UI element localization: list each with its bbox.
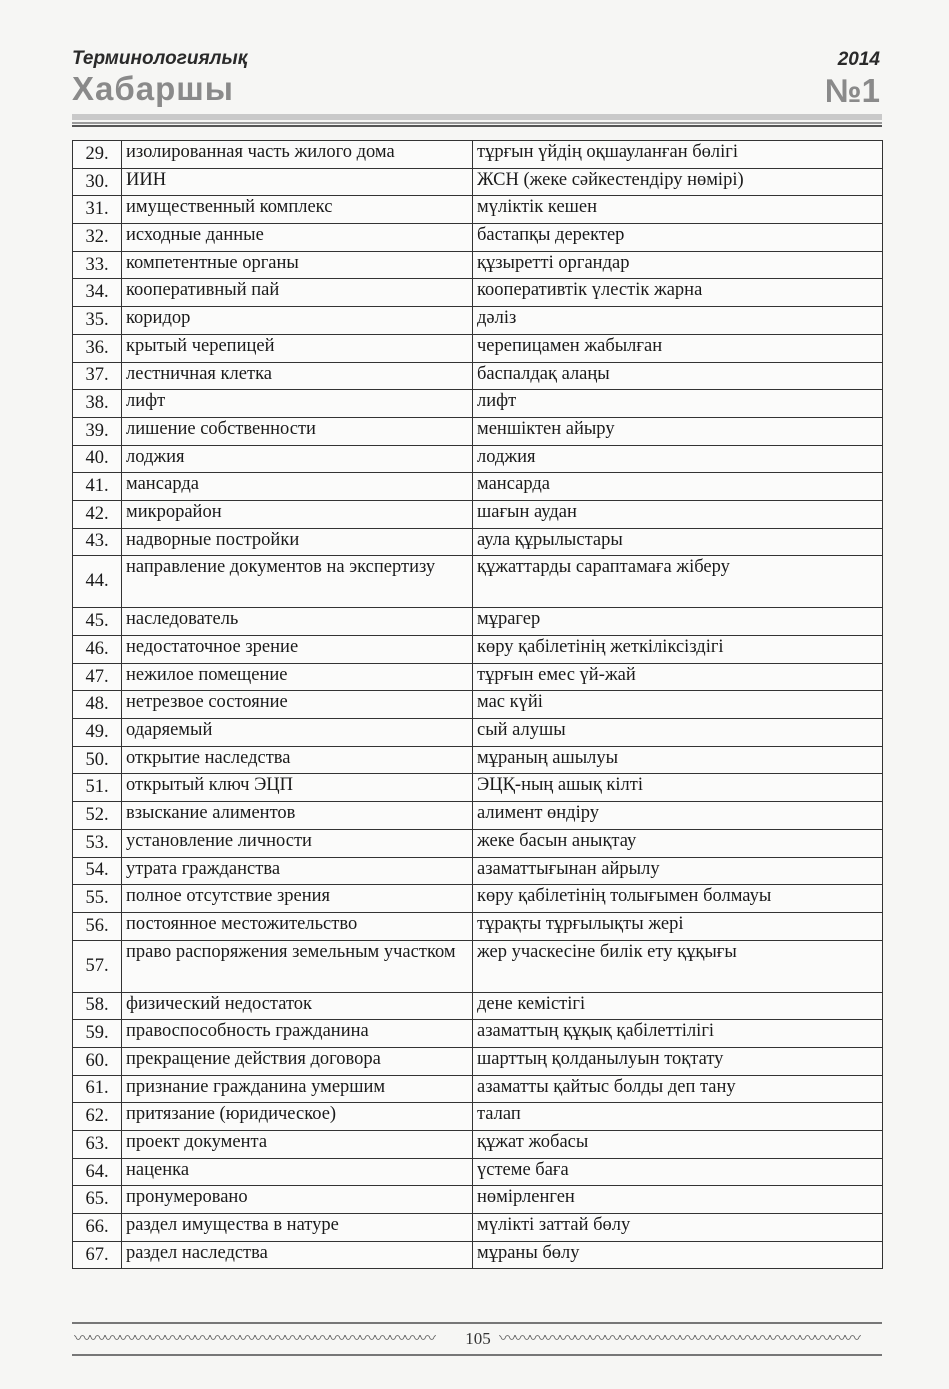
- row-number: 67.: [73, 1241, 122, 1269]
- term-russian: признание гражданина умершим: [122, 1075, 473, 1103]
- term-kazakh: құзыретті органдар: [473, 251, 883, 279]
- row-number: 62.: [73, 1103, 122, 1131]
- row-number: 38.: [73, 390, 122, 418]
- table-row: [73, 168, 883, 196]
- table-row: [73, 719, 883, 747]
- row-number: 39.: [73, 417, 122, 445]
- term-russian: постоянное местожительство: [122, 912, 473, 940]
- row-number: 53.: [73, 829, 122, 857]
- row-number: 63.: [73, 1131, 122, 1159]
- footer-rule-bottom: [72, 1354, 882, 1356]
- term-kazakh: ЖСН (жеке сәйкестендіру нөмірі): [473, 168, 883, 196]
- term-kazakh: аула құрылыстары: [473, 528, 883, 556]
- term-russian: полное отсутствие зрения: [122, 885, 473, 913]
- term-russian: лестничная клетка: [122, 362, 473, 390]
- term-kazakh: мансарда: [473, 473, 883, 501]
- table-row: [73, 1047, 883, 1075]
- table-row: [73, 1186, 883, 1214]
- page-number: 105: [465, 1329, 491, 1348]
- term-kazakh: құжаттарды сараптамаға жіберу: [473, 556, 883, 608]
- row-number: 31.: [73, 196, 122, 224]
- row-number: 64.: [73, 1158, 122, 1186]
- table-row: [73, 1020, 883, 1048]
- row-number: 43.: [73, 528, 122, 556]
- term-kazakh: құжат жобасы: [473, 1131, 883, 1159]
- row-number: 52.: [73, 802, 122, 830]
- term-russian: коридор: [122, 307, 473, 335]
- table-row: [73, 417, 883, 445]
- term-russian: недостаточное зрение: [122, 636, 473, 664]
- row-number: 45.: [73, 608, 122, 636]
- ornament-right: 〰〰〰〰〰〰〰〰〰〰〰〰〰〰〰〰〰〰〰〰〰〰〰〰: [499, 1329, 859, 1349]
- term-kazakh: жер учаскесіне билік ету құқығы: [473, 940, 883, 992]
- term-kazakh: сый алушы: [473, 719, 883, 747]
- term-kazakh: азаматты қайтыс болды деп тану: [473, 1075, 883, 1103]
- table-row: [73, 1103, 883, 1131]
- term-russian: утрата гражданства: [122, 857, 473, 885]
- table-row: [73, 1214, 883, 1242]
- term-kazakh: шағын аудан: [473, 500, 883, 528]
- issue-year: 2014: [837, 49, 880, 70]
- row-number: 36.: [73, 334, 122, 362]
- term-russian: лифт: [122, 390, 473, 418]
- table-row: [73, 829, 883, 857]
- term-russian: компетентные органы: [122, 251, 473, 279]
- table-row: [73, 691, 883, 719]
- term-kazakh: бастапқы деректер: [473, 224, 883, 252]
- term-kazakh: үстеме баға: [473, 1158, 883, 1186]
- term-kazakh: ЭЦҚ-ның ашық кілті: [473, 774, 883, 802]
- term-russian: проект документа: [122, 1131, 473, 1159]
- journal-subtitle: Хабаршы: [72, 70, 234, 107]
- terminology-table-body: [73, 141, 883, 1269]
- term-kazakh: мас күйі: [473, 691, 883, 719]
- term-russian: наследователь: [122, 608, 473, 636]
- row-number: 37.: [73, 362, 122, 390]
- term-kazakh: баспалдақ алаңы: [473, 362, 883, 390]
- table-row: [73, 774, 883, 802]
- term-russian: направление документов на экспертизу: [122, 556, 473, 608]
- term-russian: крытый черепицей: [122, 334, 473, 362]
- term-russian: открытие наследства: [122, 746, 473, 774]
- term-kazakh: черепицамен жабылған: [473, 334, 883, 362]
- row-number: 59.: [73, 1020, 122, 1048]
- term-russian: право распоряжения земельным участком: [122, 940, 473, 992]
- term-russian: раздел имущества в натуре: [122, 1214, 473, 1242]
- row-number: 29.: [73, 141, 122, 169]
- term-russian: пронумеровано: [122, 1186, 473, 1214]
- term-kazakh: азаматтығынан айрылу: [473, 857, 883, 885]
- term-kazakh: тұрақты тұрғылықты жері: [473, 912, 883, 940]
- term-kazakh: тұрғын үйдің оқшауланған бөлігі: [473, 141, 883, 169]
- issue-number: №1: [824, 72, 880, 109]
- term-kazakh: мұраның ашылуы: [473, 746, 883, 774]
- row-number: 42.: [73, 500, 122, 528]
- term-russian: наценка: [122, 1158, 473, 1186]
- table-row: [73, 390, 883, 418]
- row-number: 54.: [73, 857, 122, 885]
- table-row: [73, 473, 883, 501]
- row-number: 50.: [73, 746, 122, 774]
- terminology-table: [72, 140, 883, 1269]
- term-russian: изолированная часть жилого дома: [122, 141, 473, 169]
- table-row: [73, 528, 883, 556]
- term-kazakh: көру қабілетінің толығымен болмауы: [473, 885, 883, 913]
- term-kazakh: мұраны бөлу: [473, 1241, 883, 1269]
- table-row: [73, 885, 883, 913]
- term-russian: притязание (юридическое): [122, 1103, 473, 1131]
- term-kazakh: талап: [473, 1103, 883, 1131]
- footer-rule-top: [72, 1322, 882, 1324]
- table-row: [73, 608, 883, 636]
- table-row: [73, 663, 883, 691]
- page-footer: [72, 1322, 882, 1358]
- row-number: 51.: [73, 774, 122, 802]
- table-row: [73, 251, 883, 279]
- row-number: 41.: [73, 473, 122, 501]
- row-number: 32.: [73, 224, 122, 252]
- ornament-left: 〰〰〰〰〰〰〰〰〰〰〰〰〰〰〰〰〰〰〰〰〰〰〰〰: [74, 1329, 434, 1349]
- row-number: 58.: [73, 992, 122, 1020]
- term-kazakh: жеке басын анықтау: [473, 829, 883, 857]
- term-russian: раздел наследства: [122, 1241, 473, 1269]
- row-number: 30.: [73, 168, 122, 196]
- row-number: 60.: [73, 1047, 122, 1075]
- term-kazakh: азаматтың құқық қабілеттілігі: [473, 1020, 883, 1048]
- term-russian: правоспособность гражданина: [122, 1020, 473, 1048]
- table-row: [73, 279, 883, 307]
- row-number: 35.: [73, 307, 122, 335]
- term-kazakh: дәліз: [473, 307, 883, 335]
- term-russian: прекращение действия договора: [122, 1047, 473, 1075]
- row-number: 56.: [73, 912, 122, 940]
- table-row: [73, 307, 883, 335]
- table-row: [73, 1131, 883, 1159]
- table-row: [73, 224, 883, 252]
- term-russian: открытый ключ ЭЦП: [122, 774, 473, 802]
- table-row: [73, 940, 883, 992]
- term-kazakh: кооперативтік үлестік жарна: [473, 279, 883, 307]
- term-russian: взыскание алиментов: [122, 802, 473, 830]
- table-row: [73, 746, 883, 774]
- row-number: 49.: [73, 719, 122, 747]
- table-row: [73, 334, 883, 362]
- header-rule: [72, 114, 882, 128]
- table-row: [73, 362, 883, 390]
- term-russian: надворные постройки: [122, 528, 473, 556]
- table-row: [73, 141, 883, 169]
- row-number: 61.: [73, 1075, 122, 1103]
- row-number: 44.: [73, 556, 122, 608]
- term-kazakh: мүлікті заттай бөлу: [473, 1214, 883, 1242]
- term-kazakh: лифт: [473, 390, 883, 418]
- row-number: 65.: [73, 1186, 122, 1214]
- table-row: [73, 912, 883, 940]
- row-number: 47.: [73, 663, 122, 691]
- term-russian: нетрезвое состояние: [122, 691, 473, 719]
- table-row: [73, 445, 883, 473]
- row-number: 46.: [73, 636, 122, 664]
- term-russian: лоджия: [122, 445, 473, 473]
- term-kazakh: дене кемістігі: [473, 992, 883, 1020]
- row-number: 55.: [73, 885, 122, 913]
- table-row: [73, 992, 883, 1020]
- term-kazakh: көру қабілетінің жеткіліксіздігі: [473, 636, 883, 664]
- term-russian: мансарда: [122, 473, 473, 501]
- term-russian: имущественный комплекс: [122, 196, 473, 224]
- table-row: [73, 1241, 883, 1269]
- table-row: [73, 1158, 883, 1186]
- table-row: [73, 857, 883, 885]
- row-number: 66.: [73, 1214, 122, 1242]
- term-kazakh: мұрагер: [473, 608, 883, 636]
- term-kazakh: шарттың қолданылуын тоқтату: [473, 1047, 883, 1075]
- term-kazakh: алимент өндіру: [473, 802, 883, 830]
- term-russian: исходные данные: [122, 224, 473, 252]
- term-kazakh: мүліктік кешен: [473, 196, 883, 224]
- row-number: 57.: [73, 940, 122, 992]
- term-russian: физический недостаток: [122, 992, 473, 1020]
- term-russian: микрорайон: [122, 500, 473, 528]
- table-row: [73, 636, 883, 664]
- table-row: [73, 1075, 883, 1103]
- table-row: [73, 802, 883, 830]
- table-row: [73, 500, 883, 528]
- row-number: 48.: [73, 691, 122, 719]
- journal-title: Терминологиялық: [72, 48, 248, 69]
- term-kazakh: меншіктен айыру: [473, 417, 883, 445]
- term-russian: лишение собственности: [122, 417, 473, 445]
- row-number: 40.: [73, 445, 122, 473]
- term-russian: нежилое помещение: [122, 663, 473, 691]
- table-row: [73, 556, 883, 608]
- term-russian: одаряемый: [122, 719, 473, 747]
- table-row: [73, 196, 883, 224]
- term-russian: ИИН: [122, 168, 473, 196]
- term-russian: кооперативный пай: [122, 279, 473, 307]
- row-number: 33.: [73, 251, 122, 279]
- page-header: [72, 44, 882, 128]
- term-kazakh: нөмірленген: [473, 1186, 883, 1214]
- term-russian: установление личности: [122, 829, 473, 857]
- row-number: 34.: [73, 279, 122, 307]
- term-kazakh: тұрғын емес үй-жай: [473, 663, 883, 691]
- term-kazakh: лоджия: [473, 445, 883, 473]
